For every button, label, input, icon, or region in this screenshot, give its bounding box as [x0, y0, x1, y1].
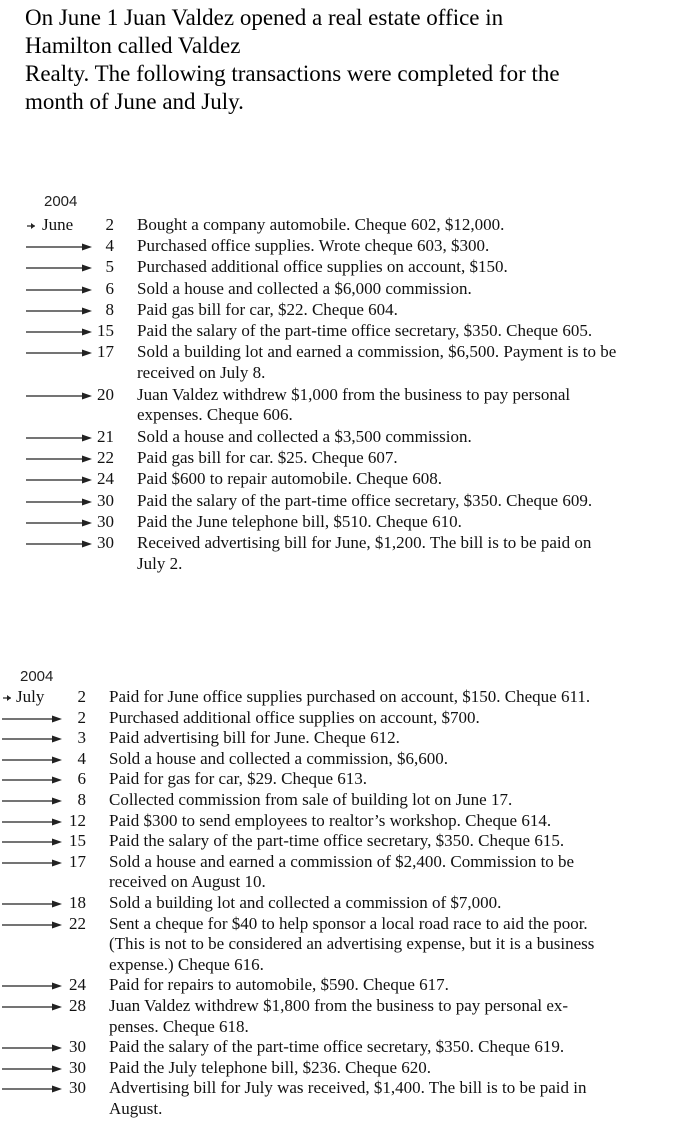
july-transactions — [0, 668, 682, 1128]
june-entry — [0, 384, 682, 425]
entry-description — [109, 728, 400, 749]
entry-description — [109, 914, 594, 976]
arrow-icon — [26, 512, 92, 532]
july-entry — [0, 913, 682, 974]
entry-description-line: August. — [109, 1098, 163, 1118]
entry-description-line: received on July 8. — [137, 362, 266, 382]
entry-description — [109, 769, 367, 790]
entry-description-line: Paid for repairs to automobile, $590. Cheque 617. — [109, 975, 449, 995]
entry-description — [137, 257, 508, 278]
june-entry — [0, 236, 682, 256]
entry-description — [137, 512, 462, 533]
entry-description-line: penses. Cheque 618. — [109, 1016, 249, 1036]
july-entry — [0, 769, 682, 789]
entry-day: 17 — [69, 851, 86, 871]
june-entry — [0, 321, 682, 341]
entry-description — [109, 831, 564, 852]
entry-description — [109, 811, 551, 832]
arrow-icon — [2, 893, 62, 913]
entry-description-line: Received advertising bill for June, $1,200. The bill is to be paid on — [137, 533, 592, 552]
arrow-icon — [26, 491, 92, 511]
entry-description-line: Paid $600 to repair automobile. Cheque 608. — [137, 469, 442, 489]
july-year: 2004 — [20, 668, 54, 685]
entry-description-line: Sold a house and collected a $3,500 commission. — [137, 427, 472, 446]
arrow-icon — [26, 427, 92, 447]
july-entry — [0, 996, 682, 1036]
arrow-icon — [2, 1037, 62, 1057]
arrow-icon — [26, 469, 92, 489]
entry-description-line: Purchased additional office supplies on account, $150. — [137, 257, 508, 277]
entry-description-line: expense.) Cheque 616. — [109, 954, 264, 974]
entry-description-line: Paid the salary of the part-time office secretary, $350. Cheque 615. — [109, 831, 565, 851]
entry-day: 17 — [97, 342, 114, 362]
entry-description — [109, 790, 512, 811]
june-entry — [0, 533, 682, 573]
july-entry — [0, 851, 682, 892]
entry-description-line: Sold a building lot and collected a commission of $7,000. — [109, 893, 502, 912]
entry-day: 6 — [105, 278, 114, 298]
july-entry — [0, 708, 682, 728]
arrow-icon — [2, 749, 62, 769]
arrow-icon — [26, 342, 92, 362]
arrow-icon — [2, 914, 62, 934]
entry-day: 30 — [69, 1057, 86, 1077]
july-entry — [0, 1078, 682, 1118]
entry-day: 15 — [97, 321, 114, 340]
arrow-icon — [2, 708, 62, 728]
entry-description — [109, 708, 480, 729]
entry-day: 5 — [105, 257, 114, 277]
entry-day: 18 — [69, 893, 86, 912]
july-entry — [0, 1037, 682, 1057]
july-entry — [0, 831, 682, 851]
arrow-icon — [2, 852, 62, 872]
july-entry — [0, 811, 682, 831]
june-entry — [0, 427, 682, 447]
entry-day: 30 — [97, 490, 114, 510]
entry-description-line: expenses. Cheque 606. — [137, 405, 293, 425]
entry-description-line: Paid for June office supplies purchased on account, $150. Cheque 611. — [109, 687, 591, 706]
entry-day: 24 — [97, 469, 114, 489]
july-entry — [0, 728, 682, 748]
june-entry — [0, 512, 682, 532]
intro-paragraph — [25, 4, 665, 116]
june-entry — [0, 300, 682, 320]
entry-description — [137, 300, 398, 321]
june-entry — [0, 491, 682, 511]
entry-description — [109, 996, 568, 1037]
july-entry — [0, 1058, 682, 1078]
july-entry — [0, 893, 682, 913]
june-transactions — [0, 193, 682, 583]
entry-description-line: Purchased additional office supplies on account, $700. — [109, 707, 480, 727]
entry-description-line: Paid for gas for car, $29. Cheque 613. — [109, 769, 368, 789]
entry-description-line: Paid the salary of the part-time office secretary, $350. Cheque 619. — [109, 1037, 565, 1057]
entry-description-line: Paid gas bill for car. $25. Cheque 607. — [137, 448, 398, 468]
entry-description — [137, 342, 616, 383]
intro-line: Realty. The following transactions were completed for the — [25, 61, 560, 86]
entry-day: 15 — [69, 831, 86, 851]
july-entry — [0, 790, 682, 810]
entry-day: 8 — [77, 790, 86, 809]
entry-description-line: Juan Valdez withdrew $1,800 from the business to pay personal ex- — [109, 996, 569, 1015]
entry-description — [137, 215, 504, 236]
entry-description-line: Juan Valdez withdrew $1,000 from the business to pay personal — [137, 384, 571, 404]
entry-day: 4 — [105, 236, 114, 256]
arrow-icon — [2, 769, 62, 789]
entry-description-line: Paid the July telephone bill, $236. Cheque 620. — [109, 1057, 432, 1077]
entry-day: 22 — [97, 448, 114, 468]
entry-day: 3 — [77, 728, 86, 748]
entry-day: 6 — [77, 769, 86, 789]
entry-day: 28 — [69, 996, 86, 1015]
arrow-icon — [2, 728, 62, 748]
entry-day: 2 — [77, 687, 86, 706]
entry-description — [109, 893, 501, 914]
arrow-icon — [26, 300, 92, 320]
june-year: 2004 — [44, 193, 78, 210]
entry-day: 2 — [77, 707, 86, 727]
entry-day: 21 — [97, 427, 114, 446]
entry-description — [109, 687, 590, 708]
entry-day: 30 — [97, 533, 114, 552]
entry-description-line: Paid $300 to send employees to realtor’s workshop. Cheque 614. — [109, 810, 552, 830]
july-entry — [0, 975, 682, 995]
entry-description-line: Sold a house and earned a commission of $2,400. Commission to be — [109, 851, 575, 871]
entry-description-line: Collected commission from sale of building lot on June 17. — [109, 790, 513, 809]
entry-description-line: Paid the salary of the part-time office secretary, $350. Cheque 605. — [137, 321, 593, 340]
entry-description — [137, 236, 489, 257]
entry-description — [109, 1037, 564, 1058]
intro-line: On June 1 Juan Valdez opened a real estate office in — [25, 5, 504, 30]
intro-line: Hamilton called Valdez — [25, 33, 241, 58]
june-entry — [0, 279, 682, 299]
intro-line: month of June and July. — [25, 89, 244, 114]
arrow-icon — [26, 215, 36, 235]
entry-day: 4 — [77, 748, 86, 768]
june-entry — [0, 469, 682, 489]
entry-description — [137, 491, 592, 512]
entry-description-line: Paid the salary of the part-time office secretary, $350. Cheque 609. — [137, 490, 593, 510]
entry-day: 2 — [105, 215, 114, 234]
entry-description — [137, 385, 570, 426]
entry-day: 20 — [97, 384, 114, 404]
arrow-icon — [2, 975, 62, 995]
entry-description-line: Paid advertising bill for June. Cheque 612. — [109, 728, 400, 748]
arrow-icon — [2, 811, 62, 831]
entry-description-line: Bought a company automobile. Cheque 602, $12,000. — [137, 215, 505, 234]
entry-description — [109, 749, 448, 770]
entry-day: 8 — [105, 299, 114, 319]
entry-description — [109, 1078, 587, 1119]
june-entry — [0, 257, 682, 277]
arrow-icon — [26, 257, 92, 277]
entry-description — [137, 321, 592, 342]
arrow-icon — [26, 236, 92, 256]
entry-description-line: July 2. — [137, 553, 183, 573]
july-entry — [0, 749, 682, 769]
july-entry — [0, 687, 682, 707]
june-month-label: June — [42, 215, 74, 234]
entry-description — [137, 279, 472, 300]
arrow-icon — [26, 533, 92, 553]
arrow-icon — [26, 279, 92, 299]
entry-description-line: Sent a cheque for $40 to help sponsor a local road race to aid the poor. — [109, 913, 588, 933]
entry-description-line: Advertising bill for July was received, $1,400. The bill is to be paid in — [109, 1078, 587, 1098]
entry-description-line: Paid the June telephone bill, $510. Cheque 610. — [137, 511, 462, 531]
entry-day: 30 — [69, 1078, 86, 1098]
entry-description-line: Sold a house and collected a $6,000 commission. — [137, 278, 472, 298]
entry-description — [137, 427, 472, 448]
arrow-icon — [26, 448, 92, 468]
arrow-icon — [2, 1078, 62, 1098]
june-entry — [0, 342, 682, 382]
entry-description — [137, 469, 442, 490]
entry-description-line: Sold a house and collected a commission, $6,600. — [109, 748, 448, 768]
entry-description-line: received on August 10. — [109, 872, 266, 892]
arrow-icon — [26, 385, 92, 405]
entry-day: 12 — [69, 810, 86, 830]
entry-day: 30 — [69, 1037, 86, 1057]
entry-description-line: Sold a building lot and earned a commission, $6,500. Payment is to be — [137, 342, 617, 362]
arrow-icon — [2, 790, 62, 810]
entry-description-line: Purchased office supplies. Wrote cheque 603, $300. — [137, 236, 490, 256]
entry-description — [109, 852, 574, 893]
arrow-icon — [2, 831, 62, 851]
entry-day: 24 — [69, 975, 86, 995]
arrow-icon — [2, 687, 12, 707]
arrow-icon — [2, 996, 62, 1016]
entry-description — [109, 975, 449, 996]
june-entry — [0, 448, 682, 468]
entry-description — [137, 533, 591, 574]
entry-day: 30 — [97, 511, 114, 531]
arrow-icon — [2, 1058, 62, 1078]
arrow-icon — [26, 321, 92, 341]
entry-description-line: (This is not to be considered an advertising expense, but it is a business — [109, 934, 595, 954]
entry-day: 22 — [69, 913, 86, 933]
entry-description — [109, 1058, 431, 1079]
entry-description-line: Paid gas bill for car, $22. Cheque 604. — [137, 299, 398, 319]
july-month-label: July — [16, 687, 45, 706]
entry-description — [137, 448, 398, 469]
june-entry — [0, 215, 682, 235]
